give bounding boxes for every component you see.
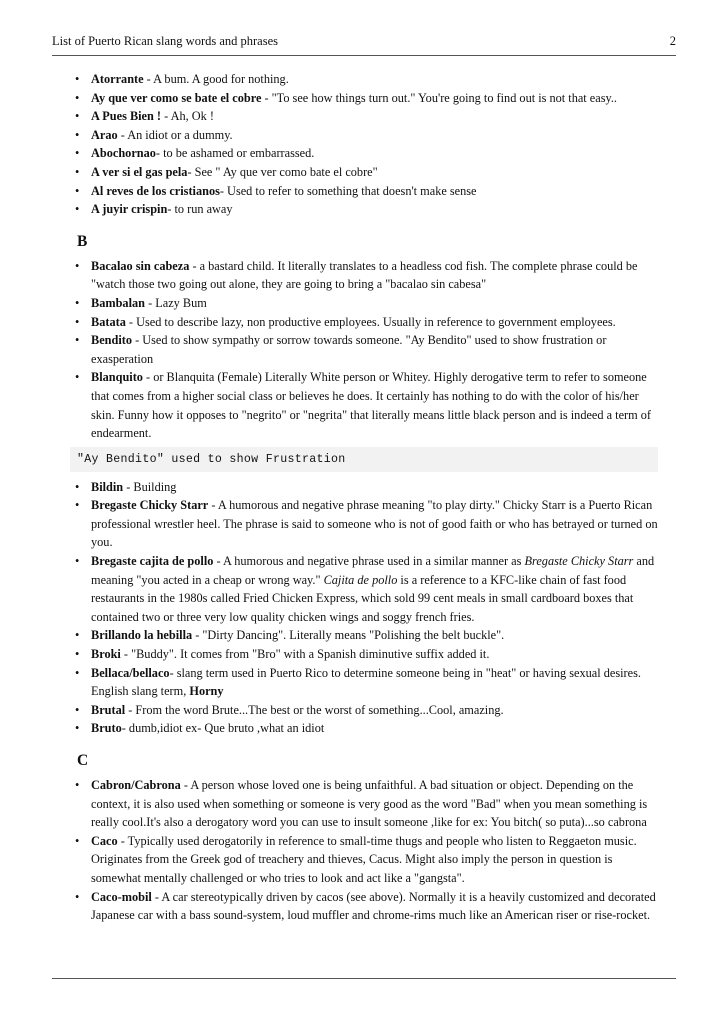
list-item [73,626,658,645]
term: A Pues Bien ! [91,109,162,124]
term: Horny [189,684,224,699]
term: Abochornao [91,146,156,161]
term: Bildin [91,479,124,494]
definition: - A bum. A good for nothing. [143,72,289,86]
definition: - Typically used derogatorily in reference to small-time thugs and people who listen to Reggaeton music. Originates from the Greek god of treachery and thieves, Cacus. Might also imply the person in question is somewhat mentally challenged or who tries to look and act like a "gangsta". [91,833,637,885]
term: Bellaca/bellaco [91,665,170,680]
list-item [73,331,658,368]
term: Ay que ver como se bate el cobre [91,90,262,105]
list-item [73,294,658,313]
definition: - A humorous and negative phrase meaning "to play dirty." Chicky Starr is a Puerto Rican professional wrestler heel. The phrase is said to someone who is not of good faith or who has betrayed or turned on you. [91,498,658,550]
list-item [73,496,658,552]
definition-part: and meaning "you acted in a cheap or wrong way." [91,554,655,587]
term: Cabron/Cabrona [91,778,181,792]
list-item [73,664,658,701]
definition-part: is a reference to a KFC-like chain of fast food restaurants in the 1980s called Fried Chicken Express, which sold 99 cent meals in small cardboard boxes that contained two or three very low quality chicken wings and soggy french fries. [91,572,634,624]
term: Caco [91,833,118,848]
list-item [73,888,658,925]
definition: - "Buddy". It comes from "Bro" with a Spanish diminutive suffix added it. [120,647,490,662]
list-item [73,552,658,626]
definition: - dumb,idiot ex- Que bruto ,what an idiot [121,721,325,736]
term: Blanquito [91,370,143,385]
list-item [73,368,658,442]
list-item [73,200,658,219]
term: Arao [91,127,118,142]
section-heading-c: C [77,752,89,769]
a-list [73,70,658,219]
b-list [73,257,658,443]
term: Atorrante [91,72,144,86]
c-list [73,776,658,925]
definition: - Ah, Ok ! [161,109,214,124]
term: A ver si el gas pela [91,164,188,179]
term: Bregaste cajita de pollo [91,554,214,569]
term: Al reves de los cristianos [91,183,220,198]
term: Brillando la hebilla [91,628,193,643]
term: Caco-mobil [91,889,152,904]
definition: - Used to describe lazy, non productive employees. Usually in reference to government employees. [125,314,616,329]
list-item [73,645,658,664]
document-title: List of Puerto Rican slang words and phrases [52,34,279,48]
definition: - a bastard child. It literally translates to a headless cod fish. The complete phrase could be "watch those two going out alone, they are going to bring a "bacalao sin cabesa" [91,258,638,292]
page-number: 2 [669,34,676,48]
definition: - Used to show sympathy or sorrow towards someone. "Ay Bendito" used to show frustration or exasperation [91,333,607,366]
term: A juyir crispin [91,202,168,217]
definition: - slang term used in Puerto Rico to determine someone being in "heat" or having sexual desires. English slang term, [91,665,641,699]
list-item [73,107,658,126]
list-item [73,832,658,888]
definition: - Used to refer to something that doesn't make sense [219,183,477,198]
term: Bacalao sin cabeza [91,258,190,273]
list-item [73,701,658,720]
term: Bruto [91,721,122,736]
list-item [73,89,658,108]
list-item [73,144,658,163]
definition: - to run away [167,202,233,217]
term: Bregaste Chicky Starr [91,498,209,513]
list-item [73,776,658,832]
definition: - An idiot or a dummy. [117,127,233,142]
term: Batata [91,314,126,329]
list-item [73,70,658,89]
term: Bendito [91,333,132,348]
definition: - to be ashamed or embarrassed. [155,146,315,161]
definition-part: - A humorous and negative phrase used in a similar manner as [213,554,525,569]
italic-reference: Bregaste Chicky Starr [524,554,634,569]
term: Brutal [91,702,126,717]
definition: - A person whose loved one is being unfaithful. A bad situation or object. Depending on the context, it is also used when something or someone is very good as the word "Bad" when you mean something is really cool.It's also a derogatory word you can use to insult someone ,like for ex: You bitch( so puta)...so cabrona [91,778,648,830]
b-list-continued [73,478,658,738]
definition: - Lazy Bum [145,295,207,310]
definition: - From the word Brute...The best or the worst of something...Cool, amazing. [125,702,504,717]
page-content [73,70,658,925]
list-item [73,478,658,497]
section-heading-b: B [77,232,88,250]
list-item [73,182,658,201]
definition: - "Dirty Dancing". Literally means "Polishing the belt buckle". [192,628,505,643]
term: Broki [91,647,121,662]
definition: - "To see how things turn out." You're going to find out is not that easy.. [261,90,617,105]
term: Bambalan [91,295,145,310]
list-item [73,163,658,182]
list-item [73,719,658,738]
code-example: "Ay Bendito" used to show Frustration [70,447,658,472]
list-item [73,257,658,294]
list-item [73,126,658,145]
definition: - See " Ay que ver como bate el cobre" [187,164,378,179]
page-header [52,33,676,56]
list-item [73,313,658,332]
definition: - or Blanquita (Female) Literally White person or Whitey. Highly derogative term to refer to someone that comes from a higher social class or believes he does. It certainly has nothing to do with the color of his/her skin. Funny how it opposes to "negrito" or "negrita" that literally means little black person and is indeed a term of endearment. [91,370,652,441]
definition: - A car stereotypically driven by cacos (see above). Normally it is a heavily customized and decorated Japanese car with a bass sound-system, loud muffler and chrome-rims much like an American riser or rise-rocket. [91,889,656,923]
definition: - Building [123,479,177,494]
italic-reference: Cajita de pollo [323,572,398,587]
footer-rule [52,978,676,979]
